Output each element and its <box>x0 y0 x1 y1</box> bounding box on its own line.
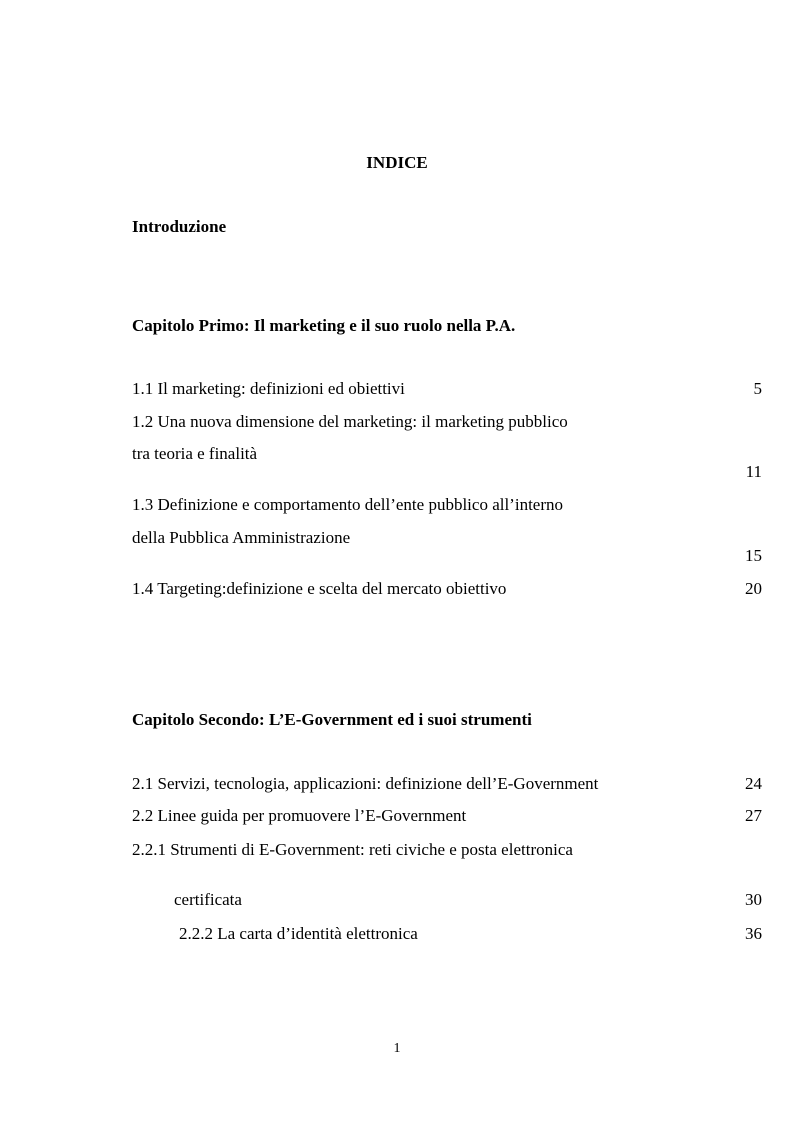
toc-entry-1-4-title: 1.4 Targeting:definizione e scelta del mercato obiettivo <box>132 579 507 598</box>
toc-entry-1-3-page: 15 <box>745 546 762 565</box>
toc-entry-2-2-1-title-line2: certificata <box>174 890 242 909</box>
toc-entry-2-2-page: 27 <box>745 806 762 825</box>
toc-entry-2-2-2-page: 36 <box>745 924 762 943</box>
chapter-1-heading: Capitolo Primo: Il marketing e il suo ruolo nella P.A. <box>132 316 516 335</box>
toc-entry-1-2-title-line1: 1.2 Una nuova dimensione del marketing: il marketing pubblico <box>132 412 568 431</box>
toc-entry-1-1-page: 5 <box>753 379 762 398</box>
toc-entry-2-2-2-title: 2.2.2 La carta d’identità elettronica <box>179 924 418 943</box>
toc-entry-1-3-title-line2: della Pubblica Amministrazione <box>132 528 351 547</box>
toc-entry-2-1-page: 24 <box>745 774 762 793</box>
toc-entry-2-1-title: 2.1 Servizi, tecnologia, applicazioni: definizione dell’E-Government <box>132 774 599 793</box>
toc-entry-1-1-title: 1.1 Il marketing: definizioni ed obiettivi <box>132 379 405 398</box>
toc-entry-2-2-1-page: 30 <box>745 890 762 909</box>
chapter-2-heading: Capitolo Secondo: L’E-Government ed i suoi strumenti <box>132 710 532 729</box>
toc-entry-1-2-title-line2: tra teoria e finalità <box>132 444 258 463</box>
page-number: 1 <box>393 1041 401 1056</box>
toc-entry-2-2-title: 2.2 Linee guida per promuovere l’E-Government <box>132 806 467 825</box>
toc-entry-2-2-1-title-line1: 2.2.1 Strumenti di E-Government: reti civiche e posta elettronica <box>132 840 573 859</box>
toc-entry-1-3-title-line1: 1.3 Definizione e comportamento dell’ente pubblico all’interno <box>132 495 563 514</box>
toc-entry-1-2-page: 11 <box>745 462 762 481</box>
toc-entry-1-4-page: 20 <box>745 579 762 598</box>
page-title: INDICE <box>366 153 428 172</box>
introduction-heading: Introduzione <box>132 217 227 236</box>
